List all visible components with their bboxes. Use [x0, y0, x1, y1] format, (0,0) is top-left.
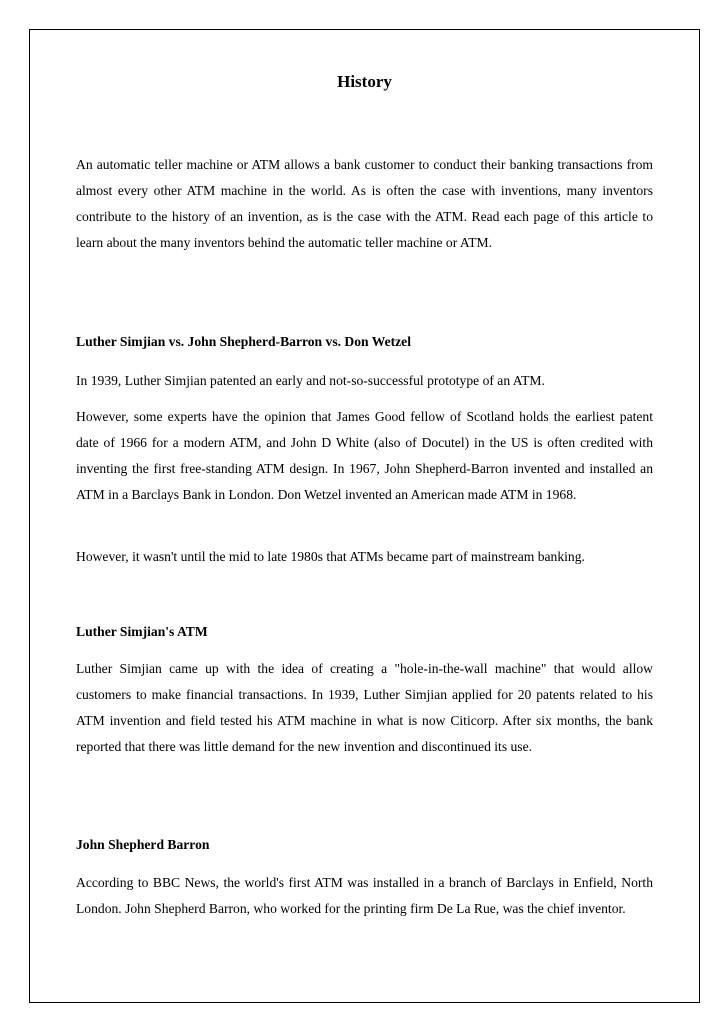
page-title: History — [337, 72, 392, 91]
paragraph: In 1939, Luther Simjian patented an early and not-so-successful prototype of an ATM. — [76, 373, 545, 388]
section-heading-comparison: Luther Simjian vs. John Shepherd-Barron vs. Don Wetzel — [76, 334, 411, 349]
section-heading-barron: John Shepherd Barron — [76, 837, 210, 852]
intro-paragraph: An automatic teller machine or ATM allows a bank customer to conduct their banking transactions from almost every other ATM machine in the world. As is often the case with inventions, many inventors contribute to the history of an invention, as is the case with the ATM. Read each page of this article to learn about the many inventors behind the automatic teller machine or ATM. — [76, 157, 653, 250]
paragraph: Luther Simjian came up with the idea of creating a "hole-in-the-wall machine" that would allow customers to make financial transactions. In 1939, Luther Simjian applied for 20 patents related to his ATM invention and field tested his ATM machine in what is now Citicorp. After six months, the bank reported that there was little demand for the new invention and discontinued its use. — [76, 661, 653, 754]
paragraph: According to BBC News, the world's first ATM was installed in a branch of Barclays in Enfield, North London. John Shepherd Barron, who worked for the printing firm De La Rue, was the chief inventor. — [76, 875, 653, 916]
paragraph: However, it wasn't until the mid to late 1980s that ATMs became part of mainstream banking. — [76, 549, 585, 564]
paragraph: However, some experts have the opinion that James Good fellow of Scotland holds the earliest patent date of 1966 for a modern ATM, and John D White (also of Docutel) in the US is often credited with inventing the first free-standing ATM design. In 1967, John Shepherd-Barron invented and installed an ATM in a Barclays Bank in London. Don Wetzel invented an American made ATM in 1968. — [76, 409, 653, 502]
section-heading-simjian: Luther Simjian's ATM — [76, 624, 208, 639]
